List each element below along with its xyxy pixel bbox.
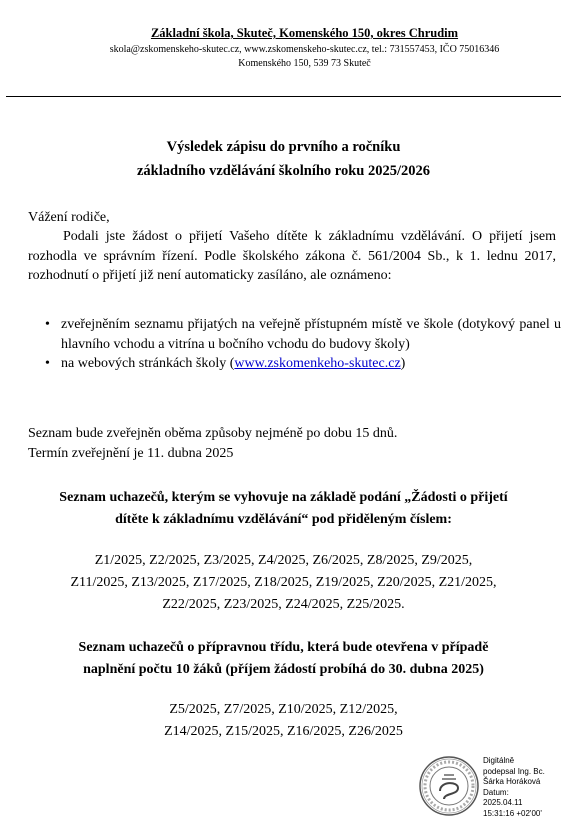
preparatory-heading-line-1: Seznam uchazečů o přípravnou třídu, která bude otevřena v případě [78,640,489,655]
school-website-link[interactable]: www.zskomenkeho-skutec.cz [234,356,401,371]
intro-paragraph [28,227,556,286]
signature-line-3: Šárka Horáková [483,777,541,786]
accepted-codes-line-3: Z22/2025, Z23/2025, Z24/2025, Z25/2025. [162,597,405,612]
accepted-codes-line-2: Z11/2025, Z13/2025, Z17/2025, Z18/2025, Z19/2025, Z20/2025, Z21/2025, [70,575,497,590]
preparatory-heading-line-2: naplnění počtu 10 žáků (příjem žádostí probíhá do 30. dubna 2025) [83,662,484,677]
bullet-icon: • [45,356,50,371]
school-name: Základní škola, Skuteč, Komenského 150, okres Chrudim [150,26,459,40]
publication-note [28,424,556,463]
title-line-1: Výsledek zápisu do prvního a ročníku [166,139,401,155]
list-item [28,354,561,374]
digital-signature [483,756,563,819]
note-duration: Seznam bude zveřejněn oběma způsoby nejméně po dobu 15 dnů. [28,426,398,441]
preparatory-codes [20,699,547,743]
publication-item-web-suffix: ) [400,356,406,371]
accepted-heading [20,487,547,531]
publication-item-web-prefix: na webových stránkách školy ( [61,356,235,371]
publication-list [28,315,561,374]
preparatory-codes-line-2: Z14/2025, Z15/2025, Z16/2025, Z26/2025 [164,724,403,739]
signature-line-4: Datum: [483,787,509,797]
greeting: Vážení rodiče, [28,210,110,225]
preparatory-codes-line-1: Z5/2025, Z7/2025, Z10/2025, Z12/2025, [169,702,398,717]
accepted-codes-line-1: Z1/2025, Z2/2025, Z3/2025, Z4/2025, Z6/2025, Z8/2025, Z9/2025, [94,553,473,568]
accepted-heading-line-1: Seznam uchazečů, kterým se vyhovuje na základě podání „Žádosti o přijetí [59,490,508,505]
document-title [0,135,567,183]
school-contact: skola@zskomenskeho-skutec.cz, www.zskomenskeho-skutec.cz, tel.: 731557453, IČO 75016346 [109,44,500,55]
accepted-heading-line-2: dítěte k základnímu vzdělávání“ pod přiděleným číslem: [115,512,452,527]
preparatory-heading [20,637,547,681]
signature-line-1: Digitálně [483,756,515,765]
signature-line-5: 2025.04.11 [483,798,523,807]
signature-line-6: 15:31:16 +02'00' [483,808,542,818]
list-item [28,315,561,354]
signature-line-2: podepsal Ing. Bc. [483,766,545,776]
bullet-icon: • [45,317,50,332]
letterhead [0,26,567,69]
school-stamp-icon [418,755,480,817]
header-divider [6,96,561,97]
publication-item-board: zveřejněním seznamu přijatých na veřejně přístupném místě ve škole (dotykový panel u hlavního vchodu a vitrína u bočního vchodu do budovy školy) [61,317,561,352]
note-date: Termín zveřejnění je 11. dubna 2025 [28,445,234,461]
title-line-2: základního vzdělávání školního roku 2025/2026 [136,163,431,179]
intro-paragraph-text: Podali jste žádost o přijetí Vašeho dítěte k základnímu vzdělávání. O přijetí jsem rozhodla ve správním řízení. Podle školského zákona č. 561/2004 Sb., k 1. lednu 2017, rozhodnutí o přijetí již není automaticky zasíláno, ale oznámeno: [28,229,556,283]
accepted-codes [20,550,547,616]
school-address: Komenského 150, 539 73 Skuteč [238,58,371,69]
